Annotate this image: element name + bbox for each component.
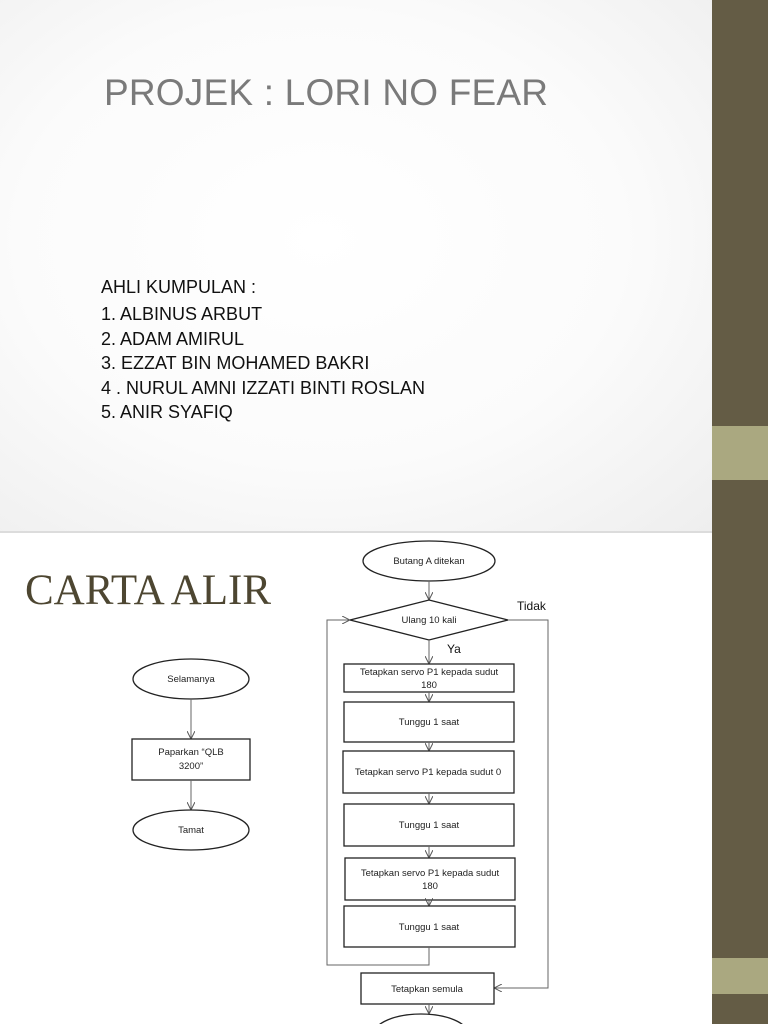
flow-yes-label: Ya [447, 642, 461, 656]
sidebar-accent-band [712, 426, 768, 480]
flow-step-label: Tetapkan servo P1 kepada sudut 0 [354, 767, 502, 778]
flow-step-label: Tunggu 1 saat [398, 922, 460, 933]
flow-step-label: Tunggu 1 saat [398, 820, 460, 831]
list-item: 5. ANIR SYAFIQ [101, 402, 233, 423]
flowchart-title: CARTA ALIR [25, 567, 272, 614]
flow-step-label: 180 [422, 881, 438, 892]
decorative-sidebar [712, 0, 768, 1024]
slide-1 [0, 0, 712, 532]
list-item: 2. ADAM AMIRUL [101, 328, 245, 349]
list-item: 1. ALBINUS ARBUT [101, 304, 263, 324]
flow-step-box [345, 858, 515, 900]
project-title: PROJEK : LORI NO FEAR [104, 72, 549, 113]
list-item: 4 . NURUL AMNI IZZATI BINTI ROSLAN [101, 377, 426, 398]
flow-display-label: Paparkan “QLB [158, 747, 224, 758]
list-item: 3. EZZAT BIN MOHAMED BAKRI [101, 353, 370, 374]
sidebar-accent-band [712, 958, 768, 994]
flow-step-label: 180 [421, 680, 437, 691]
members-list [101, 302, 425, 425]
flow-step-label: Tetapkan servo P1 kepada sudut [359, 667, 499, 678]
flow-display-label: 3200” [178, 761, 204, 772]
flow-end-terminator [374, 1014, 468, 1024]
flow-display-box [132, 739, 250, 780]
flow-end-label: Tamat [178, 825, 204, 836]
flow-loop-label: Ulang 10 kali [401, 615, 457, 626]
flow-start-label: Selamanya [167, 674, 215, 685]
flow-step-label: Tetapkan servo P1 kepada sudut [360, 868, 500, 879]
members-heading: AHLI KUMPULAN : [101, 277, 257, 297]
flow-start-label: Butang A ditekan [393, 556, 465, 567]
flow-no-label: Tidak [517, 599, 546, 613]
flow-reset-label: Tetapkan semula [391, 984, 463, 995]
flow-step-label: Tunggu 1 saat [398, 717, 460, 728]
flowchart [0, 533, 712, 1024]
